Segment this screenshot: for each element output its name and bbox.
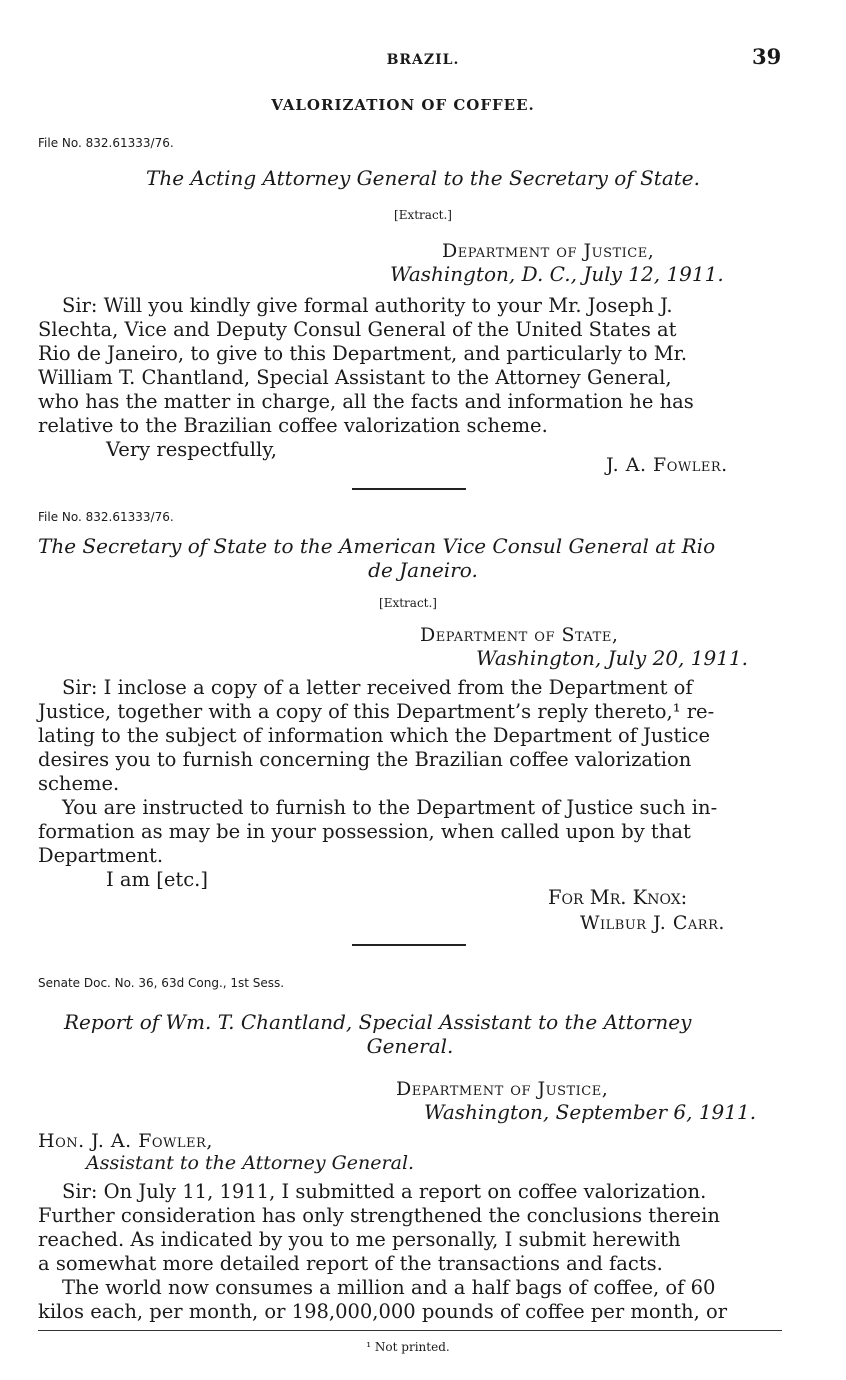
text-line: lating to the subject of information which the Department of Justice	[38, 724, 711, 747]
signature-line	[548, 886, 687, 910]
text-line: Justice, together with a copy of this Department’s reply thereto,¹ re-	[38, 700, 715, 723]
text-line: who has the matter in charge, all the facts and information he has	[38, 390, 694, 413]
text-line: Slechta, Vice and Deputy Consul General of the United States at	[38, 318, 677, 341]
text-line: William T. Chantland, Special Assistant to the Attorney General,	[38, 366, 672, 389]
text-line: relative to the Brazilian coffee valorization scheme.	[38, 414, 548, 437]
letter-heading: The Acting Attorney General to the Secretary of State.	[146, 166, 700, 190]
department-name: Department of Justice,	[396, 1078, 609, 1100]
text-line: desires you to furnish concerning the Brazilian coffee valorization	[38, 748, 692, 771]
letter-paragraph	[38, 676, 714, 796]
footnote-rule	[38, 1330, 782, 1331]
text-line: formation as may be in your possession, when called upon by that	[38, 820, 691, 843]
report-heading-cont: General.	[366, 1034, 454, 1058]
place-date: Washington, September 6, 1911.	[424, 1100, 757, 1124]
signature: J. A. Fowler.	[606, 454, 728, 476]
text-line: a somewhat more detailed report of the transactions and facts.	[38, 1252, 663, 1275]
addressee-title: Assistant to the Attorney General.	[86, 1152, 415, 1174]
page-title: VALORIZATION OF COFFEE.	[271, 96, 535, 114]
letter-heading-cont: de Janeiro.	[368, 558, 478, 582]
footnote: ¹ Not printed.	[366, 1340, 450, 1354]
letter-heading: The Secretary of State to the American Vice Consul General at Rio	[38, 534, 716, 558]
file-number: File No. 832.61333/76.	[38, 510, 174, 524]
text-line: Sir: Will you kindly give formal authority to your Mr. Joseph J.	[62, 294, 673, 317]
page-number: 39	[752, 44, 782, 69]
report-paragraph	[38, 1276, 727, 1324]
source-citation: Senate Doc. No. 36, 63d Cong., 1st Sess.	[38, 976, 285, 990]
place-date: Washington, July 20, 1911.	[476, 646, 749, 670]
divider	[352, 488, 466, 490]
text-line: Department.	[38, 844, 164, 867]
divider	[352, 944, 466, 946]
text-line: kilos each, per month, or 198,000,000 pounds of coffee per month, or	[38, 1300, 728, 1323]
text-line: Sir: I inclose a copy of a letter received from the Department of	[62, 676, 693, 699]
text-line: Further consideration has only strengthened the conclusions therein	[38, 1204, 720, 1227]
closing: I am [etc.]	[106, 868, 208, 891]
extract-label: [Extract.]	[394, 208, 452, 222]
text-line: The world now consumes a million and a half bags of coffee, of 60	[62, 1276, 716, 1299]
text-line: scheme.	[38, 772, 120, 795]
text-line: reached. As indicated by you to me personally, I submit herewith	[38, 1228, 681, 1251]
text-line: Rio de Janeiro, to give to this Department, and particularly to Mr.	[38, 342, 688, 365]
department-name: Department of Justice,	[442, 240, 655, 262]
running-head: BRAZIL.	[386, 52, 460, 68]
letter-paragraph	[38, 294, 694, 438]
text-line: You are instructed to furnish to the Department of Justice such in-	[62, 796, 718, 819]
extract-label: [Extract.]	[379, 596, 437, 610]
closing: Very respectfully,	[106, 438, 277, 461]
report-heading: Report of Wm. T. Chantland, Special Assistant to the Attorney	[64, 1010, 692, 1034]
department-name: Department of State,	[420, 624, 619, 646]
file-number: File No. 832.61333/76.	[38, 136, 174, 150]
report-paragraph	[38, 1180, 720, 1276]
text-line: Sir: On July 11, 1911, I submitted a report on coffee valorization.	[62, 1180, 707, 1203]
place-date: Washington, D. C., July 12, 1911.	[390, 262, 724, 286]
addressee: Hon. J. A. Fowler,	[38, 1130, 213, 1152]
letter-paragraph	[38, 796, 717, 868]
signature: Wilbur J. Carr.	[580, 912, 725, 934]
signature-for: For Mr. Knox:	[548, 886, 688, 909]
